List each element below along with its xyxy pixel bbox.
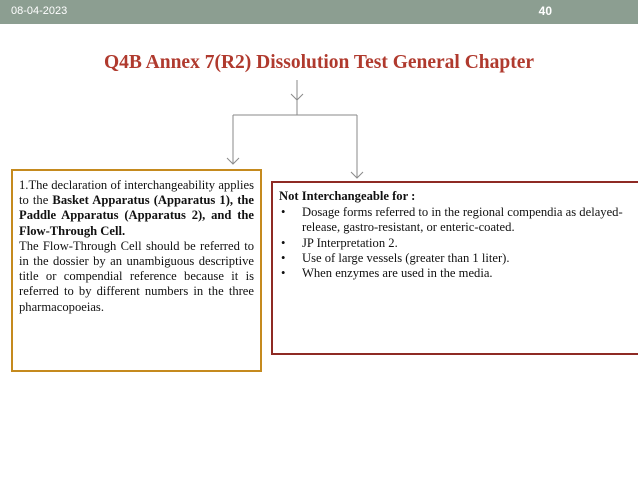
list-item [279,266,633,281]
bullet-icon: • [281,250,286,265]
apparatus-list: Basket Apparatus (Apparatus 1), the Paddle Apparatus (Apparatus 2), and the Flow-Through Cell. [19,193,254,238]
page-number: 40 [538,4,552,18]
flow-through-note: The Flow-Through Cell should be referred to in the dossier by an unambiguous descriptive title or compendial reference because it is referred to by different numbers in the three pharmacopoeias. [19,238,254,314]
interchangeability-text: 1.The declaration of interchangeability applies to the [19,178,254,208]
exception-list [279,205,633,281]
bullet-icon: • [281,235,286,250]
list-item-text: Use of large vessels (greater than 1 liter). [302,250,510,265]
slide-title: Q4B Annex 7(R2) Dissolution Test General Chapter [103,52,535,73]
list-item [279,251,633,266]
slide-date: 08-04-2023 [11,5,68,17]
interchangeability-paragraph [19,178,254,239]
bullet-icon: • [281,205,286,220]
list-item [279,205,633,235]
list-item [279,236,633,251]
interchangeability-box [11,169,262,372]
list-item-text: Dosage forms referred to in the regional compendia as delayed-release, gastro-resistant, or enteric-coated. [302,205,623,235]
list-item-text: When enzymes are used in the media. [302,266,493,281]
not-interchangeable-heading: Not Interchangeable for : [279,189,416,203]
bullet-icon: • [281,266,286,281]
not-interchangeable-box [271,181,638,355]
list-item-text: JP Interpretation 2. [302,235,398,250]
